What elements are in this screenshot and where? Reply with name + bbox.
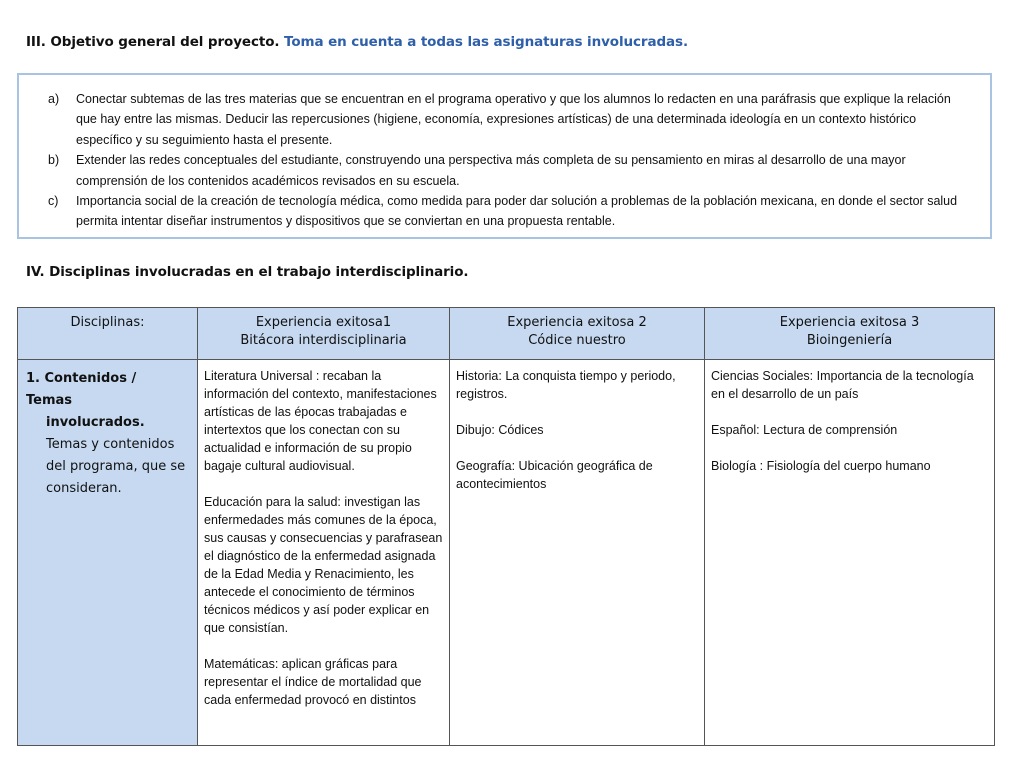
table-header-row xyxy=(18,308,995,360)
cell-experiencia-3 xyxy=(705,360,995,746)
cell-paragraph: Educación para la salud: investigan las enfermedades más comunes de la época, sus causas y consecuencias y parafrasean el diagnóstico de la enfermedad asignada de la Edad Media y Renacimiento, les antecede el conocimiento de términos técnicos médicos y así poder explicar en que consistían. xyxy=(204,495,443,635)
cell-paragraph: Literatura Universal : recaban la información del contexto, manifestaciones artísticas de las épocas trabajadas e intertextos que los conectan con su actualidad e información de su propio bagaje cultural audiovisual. xyxy=(204,369,437,473)
section-3-title: III. Objetivo general del proyecto. xyxy=(26,34,280,50)
header-experiencia-1 xyxy=(198,308,450,360)
row-header-line-3: involucrados. xyxy=(46,415,145,430)
cell-experiencia-1 xyxy=(198,360,450,746)
header-experiencia-2-title: Experiencia exitosa 2 xyxy=(507,315,647,330)
cell-experiencia-2 xyxy=(450,360,705,746)
objective-item xyxy=(48,191,958,232)
section-4-title: IV. Disciplinas involucradas en el trabajo interdisciplinario. xyxy=(26,264,469,280)
cell-paragraph: Matemáticas: aplican gráficas para representar el índice de mortalidad que cada enfermedad provocó en distintos xyxy=(204,657,422,707)
objective-text: Importancia social de la creación de tecnología médica, como medida para poder dar solución a problemas de la población mexicana, en donde el sector salud permita intentar diseñar instrumentos y dispositivos que se conviertan en una propuesta rentable. xyxy=(76,194,958,229)
header-experiencia-2-subtitle: Códice nuestro xyxy=(528,333,626,348)
cell-paragraph: Geografía: Ubicación geográfica de acontecimientos xyxy=(456,459,653,491)
cell-paragraph: Español: Lectura de comprensión xyxy=(711,423,898,437)
header-disciplinas: Disciplinas: xyxy=(18,308,198,360)
cell-paragraph: Dibujo: Códices xyxy=(456,423,544,437)
objective-marker: b) xyxy=(48,153,60,168)
header-experiencia-1-title: Experiencia exitosa1 xyxy=(255,315,392,330)
header-experiencia-3-title: Experiencia exitosa 3 xyxy=(779,315,920,330)
objective-marker: a) xyxy=(48,92,60,106)
objective-marker: c) xyxy=(48,194,59,209)
section-3-heading xyxy=(26,34,688,50)
row-header-line-2: Temas xyxy=(26,393,73,408)
row-header-line-1: 1. Contenidos / xyxy=(26,371,137,386)
objective-text: Extender las redes conceptuales del estudiante, construyendo una perspectiva más completa de su pensamiento en miras al desarrollo de una mayor comprensión de los contenidos académicos revisados en su escuela. xyxy=(76,153,906,188)
header-experiencia-2 xyxy=(450,308,705,360)
objective-text: Conectar subtemas de las tres materias que se encuentran en el programa operativo y que los alumnos lo redacten en una paráfrasis que explique la relación que hay entre las mismas. Deducir las repercusiones (higiene, economía, expresiones artísticas) de una determinada ideología en un contexto histórico específico y su seguimiento hasta el presente. xyxy=(76,92,951,147)
cell-paragraph: Biología : Fisiología del cuerpo humano xyxy=(711,459,931,473)
objectives-list xyxy=(48,89,958,232)
header-experiencia-3-subtitle: Bioingeniería xyxy=(806,333,893,348)
cell-paragraph: Ciencias Sociales: Importancia de la tecnología en el desarrollo de un país xyxy=(711,369,974,401)
section-4-heading xyxy=(26,264,468,280)
cell-paragraph: Historia: La conquista tiempo y periodo, registros. xyxy=(456,369,676,401)
header-experiencia-3 xyxy=(705,308,995,360)
table-row xyxy=(18,360,995,746)
objective-item xyxy=(48,89,958,150)
objective-item xyxy=(48,150,958,191)
row-header-subtitle: Temas y contenidos del programa, que se consideran. xyxy=(46,437,186,496)
header-experiencia-1-subtitle: Bitácora interdisciplinaria xyxy=(240,333,407,348)
section-3-note: Toma en cuenta a todas las asignaturas involucradas. xyxy=(284,34,689,50)
row-header-contenidos xyxy=(18,360,198,746)
disciplines-table xyxy=(17,307,995,746)
